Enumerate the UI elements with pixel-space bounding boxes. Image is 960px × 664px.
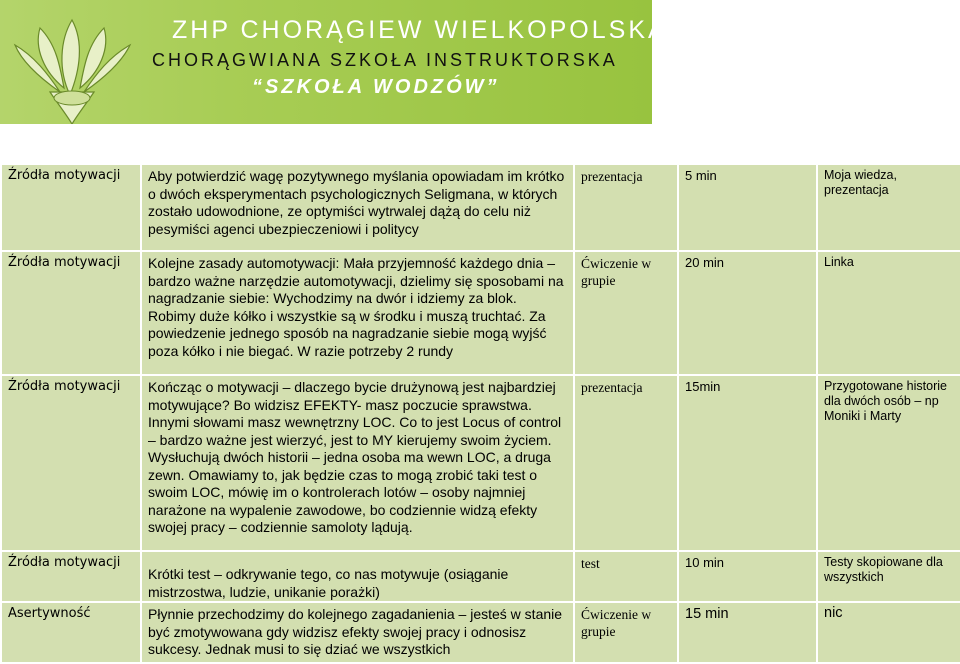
time-cell: 20 min xyxy=(678,251,817,375)
content-cell: Krótki test – odkrywanie tego, co nas motywuje (osiąganie mistrzostwa, ludzie, unikanie porażki) xyxy=(141,551,574,602)
table-row xyxy=(1,251,960,375)
time-cell: 10 min xyxy=(678,551,817,602)
section-cell: Źródła motywacji xyxy=(1,164,141,251)
section-cell: Asertywność xyxy=(1,602,141,663)
section-cell: Źródła motywacji xyxy=(1,551,141,602)
header-school-name: “SZKOŁA WODZÓW” xyxy=(252,76,500,98)
header-title: ZHP CHORĄGIEW WIELKOPOLSKA xyxy=(172,16,668,44)
content-cell: Płynnie przechodzimy do kolejnego zagadanienia – jesteś w stanie być zmotywowana gdy widzisz efekty swojej pracy i odnosisz sukcesy. Jednak musi to się dziać we wszystkich xyxy=(141,602,574,663)
content-cell: Kończąc o motywacji – dlaczego bycie drużynową jest najbardziej motywujące? Bo widzisz EFEKTY- masz poczucie sprawstwa. Innymi słowami masz wewnętrzny LOC. Co to jest Locus of control – bardzo ważne jest wierzyć, jest to MY kierujemy swoim życiem. Wysłuchują dwóch historii – jedna osoba ma wewn LOC, a druga zewn. Omawiamy to, jak będzie czas to mogą zrobić taki test o swoim LOC, mówię im o kontrolerach lotów – osoby najmniej narażone na wypalenie zawodowe, bo codziennie widzą efekty swojej pracy – codziennie samoloty lądują. xyxy=(141,375,574,551)
method-cell: test xyxy=(574,551,678,602)
header-banner xyxy=(0,0,668,124)
table-row xyxy=(1,375,960,551)
content-cell: Aby potwierdzić wagę pozytywnego myślania opowiadam im krótko o dwóch eksperymentach psychologicznych Seligmana, w których zostało udowodnione, ze optymiści wytrwalej dążą do celu niż pesymiści agenci ubezpieczeniowi i politycy xyxy=(141,164,574,251)
scout-lily-emblem-icon xyxy=(0,0,150,124)
table-row xyxy=(1,602,960,663)
lesson-plan-table xyxy=(0,163,960,664)
materials-cell: Linka xyxy=(817,251,960,375)
content-cell: Kolejne zasady automotywacji: Mała przyjemność każdego dnia – bardzo ważne narzędzie automotywacji, dzielimy się sposobami na nagradzanie siebie: Wychodzimy na dwór i idziemy za blok. Robimy duże kółko i wszystkie są w środku i muszą truchtać. Za powiedzenie jednego sposób na nagradzanie siebie mogą wyjść poza kółko i nie biegać. W razie potrzeby 2 rundy xyxy=(141,251,574,375)
section-cell: Źródła motywacji xyxy=(1,375,141,551)
time-cell: 5 min xyxy=(678,164,817,251)
table-row xyxy=(1,551,960,602)
method-cell: prezentacja xyxy=(574,164,678,251)
section-cell: Źródła motywacji xyxy=(1,251,141,375)
materials-cell: nic xyxy=(817,602,960,663)
materials-cell: Testy skopiowane dla wszystkich xyxy=(817,551,960,602)
method-cell: Ćwiczenie w grupie xyxy=(574,602,678,663)
materials-cell: Moja wiedza, prezentacja xyxy=(817,164,960,251)
materials-cell: Przygotowane historie dla dwóch osób – np Moniki i Marty xyxy=(817,375,960,551)
method-cell: prezentacja xyxy=(574,375,678,551)
header-subtitle: CHORĄGWIANA SZKOŁA INSTRUKTORSKA xyxy=(152,50,618,70)
time-cell: 15 min xyxy=(678,602,817,663)
time-cell: 15min xyxy=(678,375,817,551)
table-row xyxy=(1,164,960,251)
method-cell: Ćwiczenie w grupie xyxy=(574,251,678,375)
